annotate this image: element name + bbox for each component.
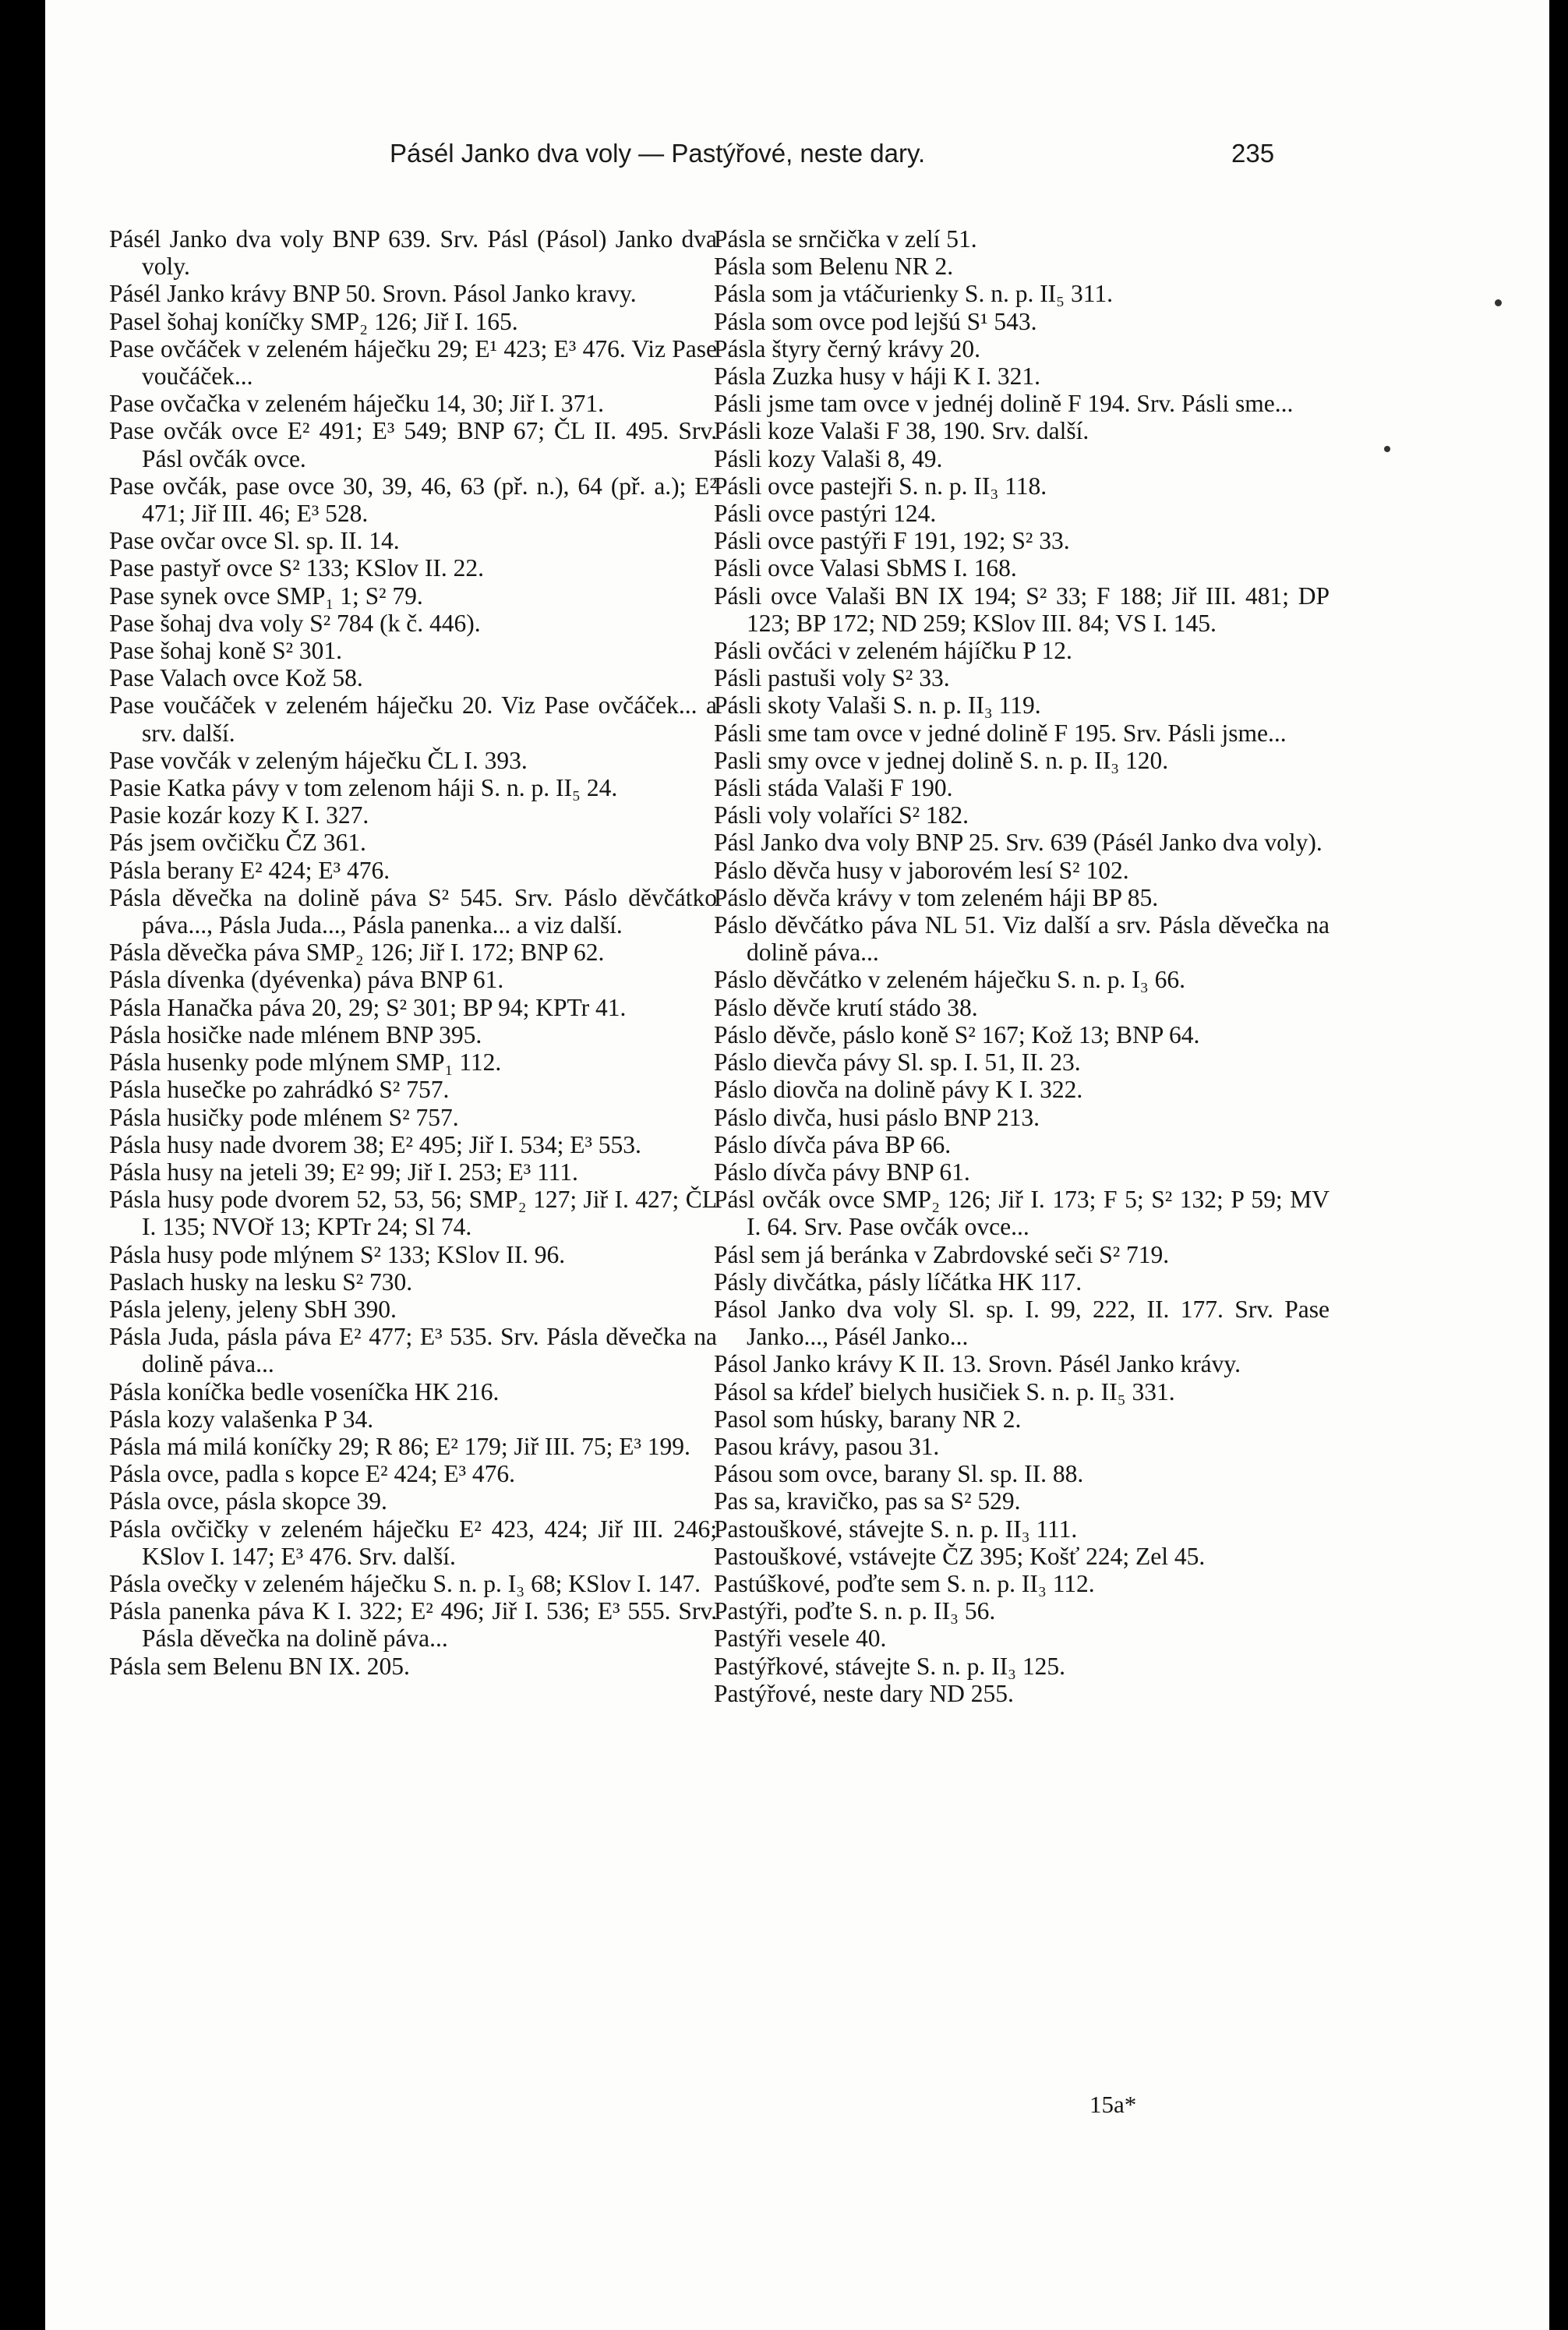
index-entry: Pás jsem ovčičku ČZ 361. — [109, 829, 366, 857]
index-entry: Pásli koze Valaši F 38, 190. Srv. další. — [714, 417, 1089, 445]
index-entry: Pásli pastuši voly S² 33. — [714, 664, 950, 692]
index-entry: Pásla husečke po zahrádkó S² 757. — [109, 1076, 450, 1104]
printer-signature: 15a* — [1089, 2091, 1137, 2118]
index-entry: Pásli stáda Valaši F 190. — [714, 774, 953, 802]
index-entry: Pase vovčák v zeleným háječku ČL I. 393. — [109, 746, 528, 774]
index-entry: Pásol Janko dva voly Sl. sp. I. 99, 222, II. 177. Srv. Pase Janko..., Pásél Janko... — [714, 1295, 1330, 1351]
index-entry: Pase synek ovce SMP₁ 1; S² 79. — [109, 582, 423, 610]
index-entry: Pastúškové, poďte sem S. n. p. II₃ 112. — [714, 1569, 1095, 1597]
index-entry: Pásli ovce Valasi SbMS I. 168. — [714, 554, 1017, 582]
index-entry: Pásla sem Belenu BN IX. 205. — [109, 1652, 410, 1680]
index-entry: Pásli ovce pastýři F 191, 192; S² 33. — [714, 527, 1070, 555]
index-entry: Pase voučáček v zeleném háječku 20. Viz Pase ovčáček... a srv. další. — [109, 691, 717, 747]
index-entry: Pase šohaj dva voly S² 784 (k č. 446). — [109, 609, 481, 637]
index-entry: Pásla panenka páva K I. 322; E² 496; Jiř I. 536; E³ 555. Srv. Pásla děvečka na dolině páva... — [109, 1597, 717, 1653]
index-entry: Pásla ovečky v zeleném háječku S. n. p. I₃ 68; KSlov I. 147. — [109, 1569, 701, 1597]
index-entry: Pásél Janko krávy BNP 50. Srovn. Pásol Janko kravy. — [109, 280, 637, 308]
index-entry: Pásla koníčka bedle voseníčka HK 216. — [109, 1377, 500, 1405]
index-entry: Pásla husenky pode mlýnem SMP₁ 112. — [109, 1048, 502, 1077]
index-entry: Pase ovčáček v zeleném háječku 29; E¹ 423; E³ 476. Viz Pase voučáček... — [109, 334, 717, 391]
index-entry: Pase ovčačka v zeleném háječku 14, 30; Jiř I. 371. — [109, 390, 605, 418]
index-entry: Pasie Katka pávy v tom zelenom háji S. n. p. II₅ 24. — [109, 774, 618, 802]
index-entry: Páslo děvčátko v zeleném háječku S. n. p. I₃ 66. — [714, 966, 1185, 994]
index-entry: Pásli sme tam ovce v jedné dolině F 195. Srv. Pásli jsme... — [714, 719, 1287, 747]
index-entry: Pásli jsme tam ovce v jednéj dolině F 194. Srv. Pásli sme... — [714, 390, 1294, 418]
index-entry: Pásla se srnčička v zelí 51. — [714, 225, 977, 253]
index-entry: Pásly divčátka, pásly líčátka HK 117. — [714, 1268, 1082, 1296]
index-entry: Pase ovčák ovce E² 491; E³ 549; BNP 67; ČL II. 495. Srv. Pásl ovčák ovce. — [109, 417, 717, 472]
index-entry: Pásou som ovce, barany Sl. sp. II. 88. — [714, 1460, 1084, 1488]
print-speck — [1384, 446, 1390, 452]
index-entry: Pásla má milá koníčky 29; R 86; E² 179; Jiř III. 75; E³ 199. — [109, 1432, 690, 1460]
index-entry: Pastýři vesele 40. — [714, 1625, 887, 1653]
index-entry: Páslo děvča husy v jaborovém lesí S² 102. — [714, 856, 1129, 884]
index-entry: Pásl sem já beránka v Zabrdovské seči S² 719. — [714, 1240, 1170, 1268]
index-entry: Pasel šohaj koníčky SMP₂ 126; Jiř I. 165. — [109, 307, 518, 335]
index-entry: Pase šohaj koně S² 301. — [109, 637, 343, 665]
index-entry: Páslo děvče krutí stádo 38. — [714, 993, 978, 1021]
index-entry: Pasli smy ovce v jednej dolině S. n. p. II₃ 120. — [714, 746, 1169, 774]
book-page — [45, 0, 1549, 2330]
index-entry: Pásla som ja vtáčurienky S. n. p. II₅ 311. — [714, 280, 1113, 308]
index-entry: Pasie kozár kozy K I. 327. — [109, 801, 369, 829]
index-entry: Pase ovčar ovce Sl. sp. II. 14. — [109, 527, 400, 555]
index-entry: Páslo diovča na dolině pávy K I. 322. — [714, 1076, 1083, 1104]
index-entry: Pase pastyř ovce S² 133; KSlov II. 22. — [109, 554, 485, 582]
index-entry: Pásla jeleny, jeleny SbH 390. — [109, 1295, 397, 1323]
index-entry: Pasol som húsky, barany NR 2. — [714, 1405, 1022, 1433]
running-title: Pásél Janko dva voly — Pastýřové, neste dary. — [390, 139, 926, 168]
index-entry: Pas sa, kravičko, pas sa S² 529. — [714, 1487, 1021, 1515]
index-entry: Pase Valach ovce Kož 58. — [109, 664, 363, 692]
index-entry: Páslo dievča pávy Sl. sp. I. 51, II. 23. — [714, 1048, 1081, 1077]
index-entry: Pásla Hanačka páva 20, 29; S² 301; BP 94; KPTr 41. — [109, 993, 627, 1021]
index-entry: Pastouškové, stávejte S. n. p. II₃ 111. — [714, 1515, 1078, 1543]
index-entry: Pásla husy na jeteli 39; E² 99; Jiř I. 253; E³ 111. — [109, 1158, 578, 1186]
index-entry: Páslo děvča krávy v tom zeleném háji BP 85. — [714, 883, 1159, 911]
index-entry: Pásla husy pode mlýnem S² 133; KSlov II. 96. — [109, 1240, 566, 1268]
index-entry: Pásla ovce, pásla skopce 39. — [109, 1487, 387, 1515]
index-entry: Pásla štyry černý krávy 20. — [714, 334, 981, 362]
index-entry: Páslo děvče, páslo koně S² 167; Kož 13; BNP 64. — [714, 1020, 1200, 1048]
index-entry: Pásla ovčičky v zeleném háječku E² 423, 424; Jiř III. 246; KSlov I. 147; E³ 476. Srv. další. — [109, 1515, 717, 1570]
index-entry: Pásol sa kŕdeľ bielych husičiek S. n. p. II₅ 331. — [714, 1377, 1175, 1405]
index-entry: Pásla děvečka na dolině páva S² 545. Srv. Páslo děvčátko páva..., Pásla Juda..., Pásla panenka... a viz další. — [109, 883, 717, 939]
page-header — [45, 139, 1549, 178]
index-entry: Pásla Juda, pásla páva E² 477; E³ 535. Srv. Pásla děvečka na dolině páva... — [109, 1323, 717, 1378]
index-entry: Páslo dívča páva BP 66. — [714, 1130, 952, 1158]
index-entry: Pastýřové, neste dary ND 255. — [714, 1679, 1014, 1707]
index-column-left — [109, 225, 717, 1680]
index-entry: Pásli ovce pastejři S. n. p. II₃ 118. — [714, 472, 1047, 500]
index-entry: Pase ovčák, pase ovce 30, 39, 46, 63 (př. n.), 64 (př. a.); E² 471; Jiř III. 46; E³ 528. — [109, 472, 717, 528]
index-entry: Pasou krávy, pasou 31. — [714, 1432, 940, 1460]
index-entry: Pastýři, poďte S. n. p. II₃ 56. — [714, 1597, 996, 1625]
index-entry: Pásli voly volaříci S² 182. — [714, 801, 969, 829]
index-entry: Pásla husy nade dvorem 38; E² 495; Jiř I. 534; E³ 553. — [109, 1130, 641, 1158]
index-entry: Pásla berany E² 424; E³ 476. — [109, 856, 390, 884]
index-entry: Páslo divča, husi páslo BNP 213. — [714, 1103, 1040, 1131]
index-entry: Pásol Janko krávy K II. 13. Srovn. Pásél Janko krávy. — [714, 1350, 1241, 1378]
index-entry: Pásli ovčáci v zeleném hájíčku P 12. — [714, 637, 1072, 665]
page-number: 235 — [1231, 139, 1275, 168]
index-entry: Pásli ovce pastýri 124. — [714, 500, 937, 528]
index-entry: Pásli ovce Valaši BN IX 194; S² 33; F 188; Jiř III. 481; DP 123; BP 172; ND 259; KSlov III. 84; VS I. 145. — [714, 582, 1330, 637]
index-entry: Pásla hosičke nade mlénem BNP 395. — [109, 1020, 482, 1048]
index-entry: Pásla som Belenu NR 2. — [714, 253, 954, 281]
index-entry: Pásla husy pode dvorem 52, 53, 56; SMP₂ 127; Jiř I. 427; ČL I. 135; NVOř 13; KPTr 24; Sl 74. — [109, 1186, 717, 1241]
index-entry: Pastouškové, vstávejte ČZ 395; Košť 224; Zel 45. — [714, 1542, 1206, 1570]
index-entry: Pásla som ovce pod lejšú S¹ 543. — [714, 307, 1037, 335]
index-entry: Pásla Zuzka husy v háji K I. 321. — [714, 362, 1041, 391]
index-entry: Pastýřkové, stávejte S. n. p. II₃ 125. — [714, 1652, 1066, 1680]
index-entry: Pásl ovčák ovce SMP₂ 126; Jiř I. 173; F 5; S² 132; P 59; MV I. 64. Srv. Pase ovčák ovce... — [714, 1186, 1330, 1241]
print-speck — [1495, 299, 1502, 306]
index-entry: Pásl Janko dva voly BNP 25. Srv. 639 (Pásél Janko dva voly). — [714, 829, 1323, 857]
index-entry: Pásla ovce, padla s kopce E² 424; E³ 476. — [109, 1460, 516, 1488]
index-entry: Pásél Janko dva voly BNP 639. Srv. Pásl (Pásol) Janko dva voly. — [109, 225, 717, 281]
index-column-right — [714, 225, 1330, 1707]
index-entry: Pásla husičky pode mlénem S² 757. — [109, 1103, 459, 1131]
index-entry: Pásla kozy valašenka P 34. — [109, 1405, 374, 1433]
index-entry: Páslo dívča pávy BNP 61. — [714, 1158, 970, 1186]
index-entry: Pásli skoty Valaši S. n. p. II₃ 119. — [714, 691, 1041, 720]
index-entry: Pásla děvečka páva SMP₂ 126; Jiř I. 172; BNP 62. — [109, 939, 605, 967]
index-entry: Pásla dívenka (dyévenka) páva BNP 61. — [109, 966, 504, 994]
index-entry: Páslo děvčátko páva NL 51. Viz další a srv. Pásla děvečka na dolině páva... — [714, 911, 1330, 967]
index-entry: Paslach husky na lesku S² 730. — [109, 1268, 413, 1296]
index-entry: Pásli kozy Valaši 8, 49. — [714, 444, 943, 472]
